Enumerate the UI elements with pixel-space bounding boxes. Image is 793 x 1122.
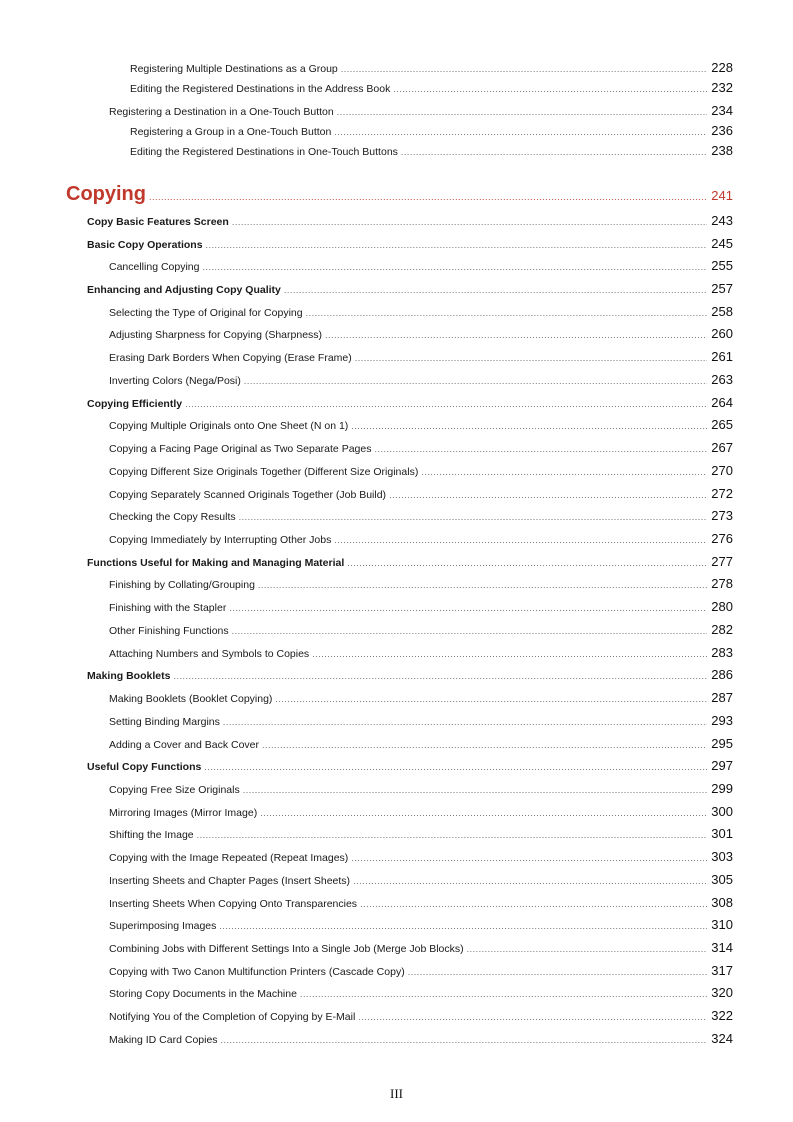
- toc-entry[interactable]: [130, 124, 733, 139]
- toc-entry-page: 276: [711, 531, 733, 546]
- toc-entry-page: 314: [711, 940, 733, 955]
- toc-section[interactable]: [87, 214, 733, 229]
- toc-entry-title: Superimposing Images: [109, 920, 217, 932]
- dot-leader: [244, 374, 707, 388]
- toc-entry-title: Adjusting Sharpness for Copying (Sharpness): [109, 329, 323, 341]
- toc-entry-page: 267: [711, 440, 733, 455]
- dot-leader: [300, 987, 707, 1001]
- toc-entry[interactable]: [109, 873, 733, 888]
- toc-entry-page: 282: [711, 622, 733, 637]
- toc-entry-title: Making ID Card Copies: [109, 1034, 218, 1046]
- toc-entry-title: Mirroring Images (Mirror Image): [109, 807, 258, 819]
- toc-entry-page: 308: [711, 895, 733, 910]
- toc-entry-title: Copying Immediately by Interrupting Other Jobs: [109, 534, 332, 546]
- dot-leader: [351, 851, 707, 865]
- toc-entry-title: Selecting the Type of Original for Copying: [109, 307, 303, 319]
- toc-entry[interactable]: [109, 532, 733, 547]
- toc-section-title: Functions Useful for Making and Managing Material: [87, 557, 345, 569]
- toc-entry[interactable]: [109, 350, 733, 365]
- toc-entry[interactable]: [109, 441, 733, 456]
- toc-entry-title: Attaching Numbers and Symbols to Copies: [109, 648, 310, 660]
- toc-entry[interactable]: [109, 1009, 733, 1024]
- toc-section-page: 257: [711, 281, 733, 296]
- toc-entry-title: Cancelling Copying: [109, 261, 200, 273]
- toc-entry[interactable]: [109, 623, 733, 638]
- dot-leader: [284, 283, 707, 297]
- toc-entry-title: Finishing with the Stapler: [109, 602, 227, 614]
- toc-entry-title: Combining Jobs with Different Settings Into a Single Job (Merge Job Blocks): [109, 943, 464, 955]
- dot-leader: [312, 647, 707, 661]
- toc-entry-page: 299: [711, 781, 733, 796]
- toc-entry-page: 324: [711, 1031, 733, 1046]
- toc-entry-title: Copying Separately Scanned Originals Together (Job Build): [109, 489, 387, 501]
- dot-leader: [306, 306, 708, 320]
- toc-section[interactable]: [87, 668, 733, 683]
- dot-leader: [149, 192, 707, 202]
- toc-entry[interactable]: [109, 691, 733, 706]
- toc-entry[interactable]: [109, 373, 733, 388]
- toc-entry-title: Registering a Group in a One-Touch Button: [130, 126, 332, 138]
- dot-leader: [353, 874, 707, 888]
- toc-section[interactable]: [87, 555, 733, 570]
- toc-entry-page: 293: [711, 713, 733, 728]
- dot-leader: [360, 897, 707, 911]
- toc-entry[interactable]: [109, 964, 733, 979]
- toc-entry-page: 280: [711, 599, 733, 614]
- dot-leader: [374, 442, 707, 456]
- toc-entry-page: 317: [711, 963, 733, 978]
- toc-entry-page: 270: [711, 463, 733, 478]
- toc-entry-title: Inserting Sheets When Copying Onto Transparencies: [109, 898, 358, 910]
- dot-leader: [351, 419, 707, 433]
- toc-entry[interactable]: [109, 918, 733, 933]
- toc-entry[interactable]: [109, 259, 733, 274]
- toc-entry-page: 260: [711, 326, 733, 341]
- dot-leader: [337, 105, 708, 119]
- toc-section-page: 245: [711, 236, 733, 251]
- toc-section-title: Enhancing and Adjusting Copy Quality: [87, 284, 281, 296]
- toc-entry-title: Inserting Sheets and Chapter Pages (Insert Sheets): [109, 875, 351, 887]
- toc-entry-title: Storing Copy Documents in the Machine: [109, 988, 297, 1000]
- toc-entry-title: Inverting Colors (Nega/Posi): [109, 375, 241, 387]
- toc-section-page: 243: [711, 213, 733, 228]
- toc-entry[interactable]: [109, 782, 733, 797]
- chapter-title: Copying: [66, 183, 146, 205]
- toc-entry[interactable]: [109, 487, 733, 502]
- toc-entry-page: 300: [711, 804, 733, 819]
- toc-entry[interactable]: [109, 827, 733, 842]
- toc-entry-page: 305: [711, 872, 733, 887]
- toc-entry-title: Copying with Two Canon Multifunction Printers (Cascade Copy): [109, 966, 405, 978]
- dot-leader: [467, 942, 708, 956]
- toc-entry-page: 258: [711, 304, 733, 319]
- toc-entry[interactable]: [109, 418, 733, 433]
- toc-section[interactable]: [87, 237, 733, 252]
- toc-entry-page: 322: [711, 1008, 733, 1023]
- toc-entry-page: 228: [711, 60, 733, 75]
- dot-leader: [262, 738, 707, 752]
- dot-leader: [239, 510, 708, 524]
- toc-section-page: 286: [711, 667, 733, 682]
- toc-entry-page: 278: [711, 576, 733, 591]
- toc-entry[interactable]: [109, 327, 733, 342]
- toc-section-title: Copy Basic Features Screen: [87, 216, 229, 228]
- toc-section-title: Copying Efficiently: [87, 398, 183, 410]
- dot-leader: [219, 919, 707, 933]
- toc-entry-page: 272: [711, 486, 733, 501]
- dot-leader: [197, 828, 708, 842]
- dot-leader: [232, 215, 707, 229]
- toc-entry-page: 261: [711, 349, 733, 364]
- toc-section[interactable]: [87, 282, 733, 297]
- toc-entry-title: Erasing Dark Borders When Copying (Erase Frame): [109, 352, 352, 364]
- dot-leader: [204, 760, 707, 774]
- toc-entry-page: 295: [711, 736, 733, 751]
- toc-entry[interactable]: [109, 850, 733, 865]
- dot-leader: [275, 692, 707, 706]
- toc-entry-page: 232: [711, 80, 733, 95]
- dot-leader: [325, 328, 707, 342]
- toc-entry[interactable]: [109, 1032, 733, 1047]
- toc-entry-page: 265: [711, 417, 733, 432]
- dot-leader: [258, 578, 707, 592]
- toc-section[interactable]: [87, 396, 733, 411]
- toc-entry-title: Adding a Cover and Back Cover: [109, 739, 259, 751]
- toc-entry-title: Checking the Copy Results: [109, 511, 236, 523]
- toc-section[interactable]: [87, 759, 733, 774]
- toc-entry-page: 273: [711, 508, 733, 523]
- toc-entry[interactable]: [109, 737, 733, 752]
- dot-leader: [355, 351, 708, 365]
- toc-entry-title: Copying with the Image Repeated (Repeat Images): [109, 852, 349, 864]
- toc-entry-title: Making Booklets (Booklet Copying): [109, 693, 273, 705]
- dot-leader: [347, 556, 707, 570]
- dot-leader: [229, 601, 707, 615]
- dot-leader: [408, 965, 708, 979]
- toc-entry-title: Registering a Destination in a One-Touch Button: [109, 106, 334, 118]
- toc-section-title: Basic Copy Operations: [87, 239, 203, 251]
- toc-section-page: 264: [711, 395, 733, 410]
- toc-entry-page: 301: [711, 826, 733, 841]
- dot-leader: [401, 145, 707, 159]
- toc-entry-page: 303: [711, 849, 733, 864]
- toc-entry-page: 234: [711, 103, 733, 118]
- dot-leader: [221, 1033, 708, 1047]
- toc-entry-page: 310: [711, 917, 733, 932]
- toc-entry-page: 255: [711, 258, 733, 273]
- toc-entry-page: 263: [711, 372, 733, 387]
- toc-entry[interactable]: [109, 104, 733, 119]
- dot-leader: [260, 806, 707, 820]
- toc-entry-title: Setting Binding Margins: [109, 716, 220, 728]
- toc-entry-title: Editing the Registered Destinations in the Address Book: [130, 83, 391, 95]
- dot-leader: [421, 465, 707, 479]
- toc-section-page: 297: [711, 758, 733, 773]
- toc-entry[interactable]: [109, 805, 733, 820]
- page-number-footer: III: [390, 1086, 403, 1101]
- toc-entry-page: 287: [711, 690, 733, 705]
- toc-entry[interactable]: [109, 577, 733, 592]
- dot-leader: [232, 624, 708, 638]
- toc-entry-title: Editing the Registered Destinations in One-Touch Buttons: [130, 146, 398, 158]
- dot-leader: [185, 397, 707, 411]
- toc-entry[interactable]: [109, 941, 733, 956]
- dot-leader: [334, 533, 707, 547]
- toc-entry[interactable]: [109, 714, 733, 729]
- chapter-heading[interactable]: [66, 183, 733, 206]
- toc-entry[interactable]: [109, 896, 733, 911]
- toc-entry[interactable]: [109, 305, 733, 320]
- dot-leader: [202, 260, 707, 274]
- toc-entry-title: Copying Multiple Originals onto One Sheet (N on 1): [109, 420, 349, 432]
- toc-entry-title: Notifying You of the Completion of Copying by E-Mail: [109, 1011, 356, 1023]
- toc-entry-title: Finishing by Collating/Grouping: [109, 579, 255, 591]
- dot-leader: [393, 82, 707, 96]
- toc-entry[interactable]: [109, 646, 733, 661]
- dot-leader: [341, 62, 708, 76]
- dot-leader: [206, 238, 708, 252]
- toc-section-title: Making Booklets: [87, 670, 171, 682]
- toc-entry-title: Copying Free Size Originals: [109, 784, 240, 796]
- toc-entry-title: Other Finishing Functions: [109, 625, 229, 637]
- toc-entry-title: Copying a Facing Page Original as Two Separate Pages: [109, 443, 372, 455]
- dot-leader: [223, 715, 707, 729]
- toc-entry[interactable]: [130, 61, 733, 76]
- toc-section-page: 277: [711, 554, 733, 569]
- dot-leader: [243, 783, 708, 797]
- toc-entry-page: 238: [711, 143, 733, 158]
- chapter-page: 241: [711, 188, 733, 203]
- dot-leader: [389, 488, 707, 502]
- toc-entry-title: Copying Different Size Originals Together (Different Size Originals): [109, 466, 419, 478]
- dot-leader: [334, 125, 707, 139]
- dot-leader: [173, 669, 707, 683]
- toc-entry[interactable]: [109, 464, 733, 479]
- toc-entry-title: Registering Multiple Destinations as a Group: [130, 63, 338, 75]
- dot-leader: [358, 1010, 707, 1024]
- toc-section-title: Useful Copy Functions: [87, 761, 202, 773]
- toc-entry-page: 283: [711, 645, 733, 660]
- toc-entry-title: Shifting the Image: [109, 829, 194, 841]
- toc-entry[interactable]: [109, 600, 733, 615]
- toc-entry[interactable]: [130, 81, 733, 96]
- toc-entry[interactable]: [130, 144, 733, 159]
- toc-entry-page: 236: [711, 123, 733, 138]
- toc-entry[interactable]: [109, 986, 733, 1001]
- toc-entry[interactable]: [109, 509, 733, 524]
- toc-entry-page: 320: [711, 985, 733, 1000]
